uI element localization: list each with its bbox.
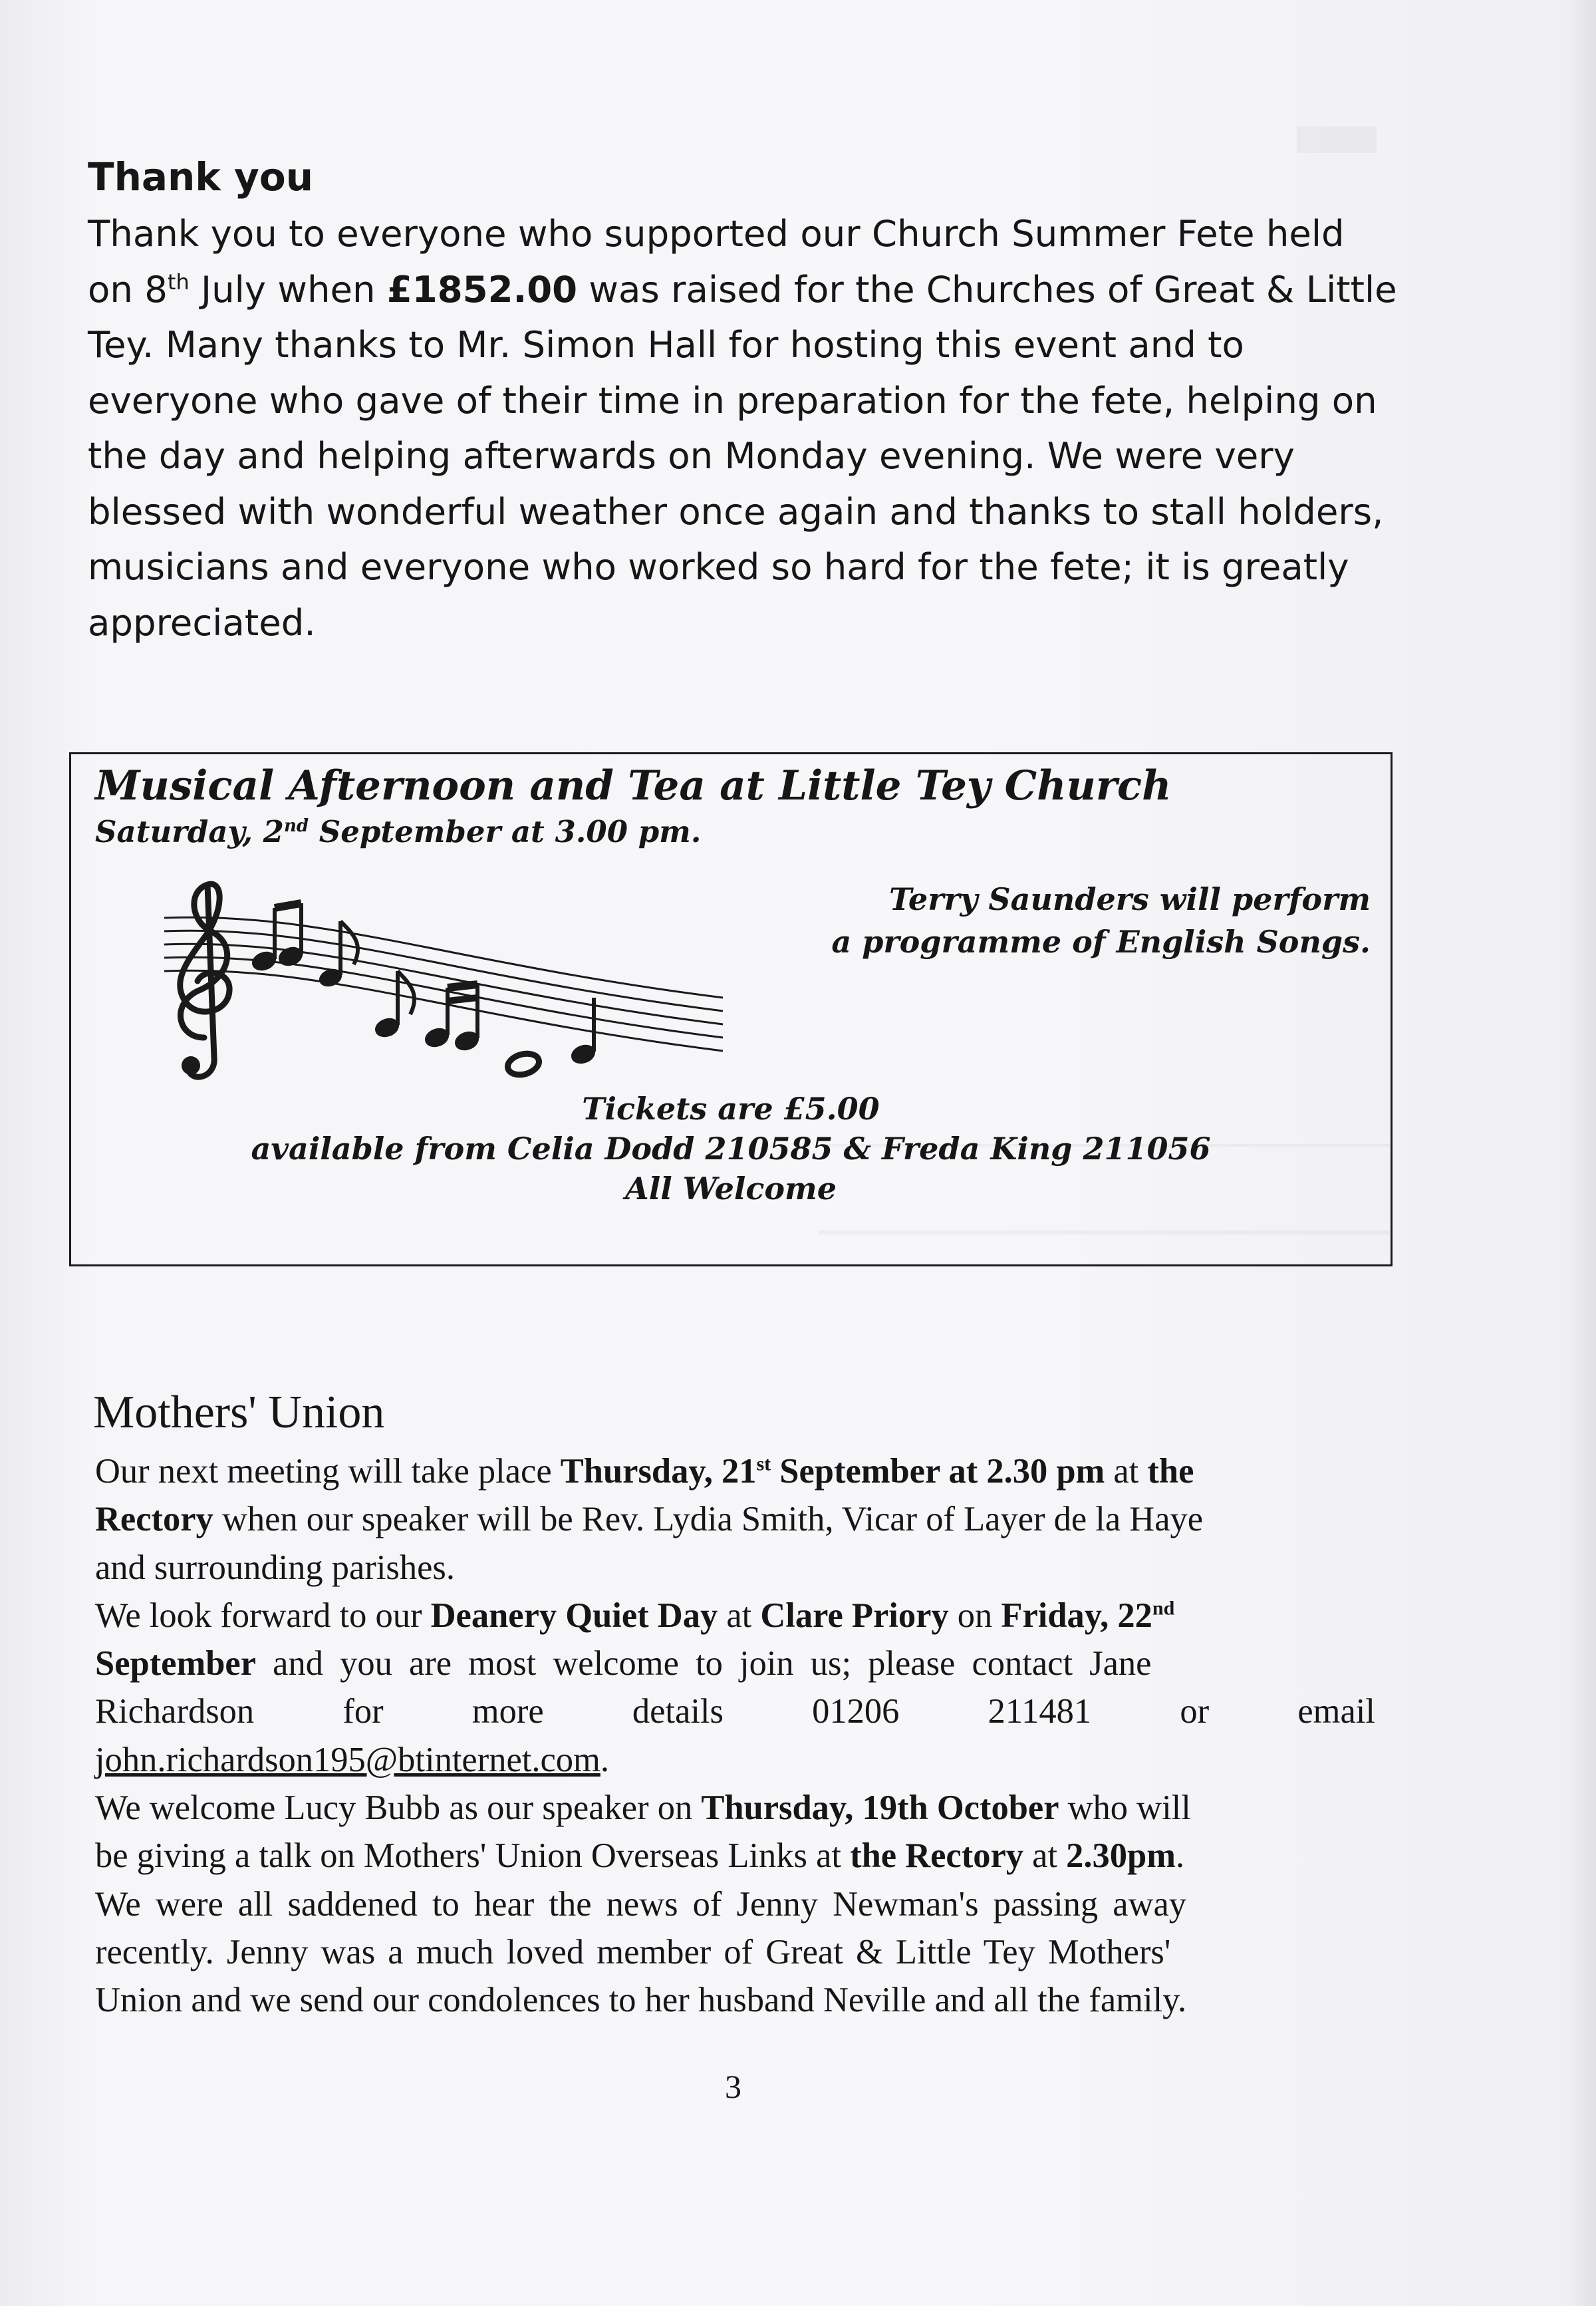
- word: email: [1297, 1692, 1375, 1731]
- event-name: Deanery Quiet Day: [430, 1596, 718, 1635]
- mu-line: [95, 1447, 1375, 1495]
- thank-you-line: the day and helping afterwards on Monday evening. We were very: [88, 434, 1295, 477]
- text-run: at: [1105, 1452, 1148, 1491]
- text-run: on: [948, 1596, 1001, 1635]
- tickets-line: All Welcome: [625, 1171, 837, 1207]
- event-date: Friday, 22: [1001, 1596, 1152, 1635]
- ordinal-suffix: th: [167, 269, 190, 295]
- mu-line: Union and we send our condolences to her husband Neville and all the family.: [95, 1981, 1187, 2020]
- talk-venue: the Rectory: [850, 1836, 1024, 1876]
- mu-line: [95, 1736, 1375, 1784]
- text-run: was raised for the Churches of Great & Little: [577, 267, 1397, 311]
- mu-line: [95, 1640, 1375, 1687]
- mu-line: and surrounding parishes.: [95, 1548, 455, 1587]
- word: Richardson: [95, 1692, 255, 1731]
- talk-time: 2.30pm: [1066, 1836, 1176, 1876]
- concert-title: Musical Afternoon and Tea at Little Tey Church: [95, 762, 1172, 809]
- text-run: at: [1023, 1836, 1067, 1876]
- mu-line: [95, 1832, 1375, 1880]
- text-run: be giving a talk on Mothers' Union Overseas Links at: [95, 1836, 851, 1876]
- text-run: at: [718, 1596, 761, 1635]
- ordinal-suffix: st: [756, 1453, 771, 1475]
- meeting-date: Thursday, 21: [560, 1452, 757, 1491]
- ordinal-suffix: nd: [1152, 1597, 1175, 1620]
- mothers-union-heading: Mothers' Union: [93, 1387, 385, 1438]
- word: details: [632, 1692, 724, 1731]
- thank-you-line: appreciated.: [88, 601, 316, 644]
- mu-line: [95, 1495, 1375, 1543]
- email-link[interactable]: john.richardson195@btinternet.com: [95, 1740, 600, 1779]
- mothers-union-body: [95, 1447, 1375, 2025]
- thank-you-line: blessed with wonderful weather once again and thanks to stall holders,: [88, 490, 1384, 533]
- mu-line: [95, 1784, 1375, 1832]
- text-run: and you are most welcome to join us; please contact Jane: [256, 1644, 1152, 1683]
- thank-you-line: Tey. Many thanks to Mr. Simon Hall for hosting this event and to: [88, 323, 1244, 366]
- text-run: on 8: [88, 267, 168, 311]
- tickets-info: [71, 1089, 1391, 1209]
- music-notes-icon: [124, 871, 769, 1124]
- event-venue: Clare Priory: [760, 1596, 949, 1635]
- text-run: We welcome Lucy Bubb as our speaker on: [95, 1789, 702, 1828]
- text-run: .: [600, 1740, 609, 1779]
- text-run: .: [1175, 1836, 1185, 1876]
- text-run: when our speaker will be Rev. Lydia Smith, Vicar of Layer de la Haye: [213, 1500, 1204, 1539]
- thank-you-body: [88, 206, 1397, 650]
- phone-number: 211481: [988, 1692, 1092, 1731]
- thank-you-line: everyone who gave of their time in preparation for the fete, helping on: [88, 378, 1377, 422]
- text-run: who will: [1059, 1789, 1191, 1828]
- tickets-line: available from Celia Dodd 210585 & Freda King 211056: [251, 1131, 1211, 1167]
- performer-line: a programme of English Songs.: [831, 924, 1371, 960]
- ordinal-suffix: nd: [283, 816, 309, 836]
- word: for: [342, 1692, 384, 1731]
- talk-date: Thursday, 19th October: [701, 1789, 1059, 1828]
- mu-line: [95, 1687, 1375, 1735]
- concert-date: [95, 814, 701, 849]
- meeting-date: September at 2.30 pm: [771, 1452, 1105, 1491]
- text-run: We look forward to our: [95, 1596, 431, 1635]
- mu-line: recently. Jenny was a much loved member of Great & Little Tey Mothers': [95, 1932, 1171, 1971]
- text-run: July when: [189, 267, 387, 311]
- word: or: [1180, 1692, 1210, 1731]
- thank-you-line: musicians and everyone who worked so hard for the fete; it is greatly: [88, 545, 1349, 588]
- thank-you-line: Thank you to everyone who supported our Church Summer Fete held: [88, 212, 1345, 255]
- event-date: September: [95, 1644, 257, 1683]
- performer-line: Terry Saunders will perform: [888, 881, 1371, 917]
- thank-you-heading: Thank you: [88, 154, 313, 200]
- thank-you-line: [88, 262, 1397, 318]
- text-run: September at 3.00 pm.: [309, 814, 702, 849]
- text-run: Saturday, 2: [95, 814, 284, 849]
- page-edge-shadow: [1569, 0, 1596, 2306]
- mu-line: We were all saddened to hear the news of Jenny Newman's passing away: [95, 1884, 1187, 1924]
- concert-announcement-box: [69, 752, 1393, 1266]
- performer-info: [772, 878, 1371, 963]
- bleed-through-mark: [1297, 126, 1377, 153]
- phone-area-code: 01206: [812, 1692, 900, 1731]
- mu-line: [95, 1592, 1375, 1640]
- amount-raised: £1852.00: [386, 267, 578, 311]
- page-number: 3: [725, 2068, 741, 2105]
- meeting-venue: Rectory: [95, 1500, 213, 1539]
- meeting-venue: the: [1147, 1452, 1194, 1491]
- word: more: [471, 1692, 544, 1731]
- text-run: Our next meeting will take place: [95, 1452, 561, 1491]
- tickets-line: Tickets are £5.00: [582, 1091, 880, 1127]
